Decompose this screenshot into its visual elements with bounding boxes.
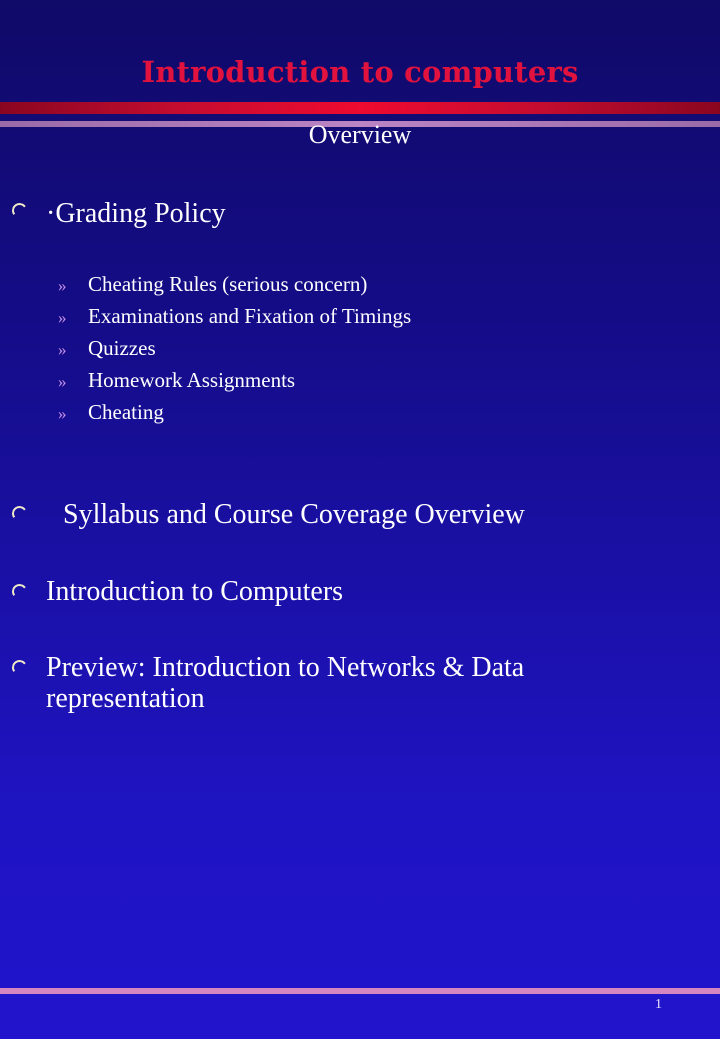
bullet-text: Syllabus and Course Coverage Overview: [63, 499, 525, 530]
sub-item: [58, 304, 411, 336]
bullet-text: Introduction to Computers: [46, 576, 344, 607]
arc-bullet-icon: [11, 505, 28, 522]
bullet-preview: [46, 652, 524, 684]
chevron-marker-icon: »: [58, 340, 67, 359]
bullet-text: ·Grading Policy: [46, 198, 226, 229]
sub-item-text: Examinations and Fixation of Timings: [88, 304, 412, 328]
sub-list: [58, 272, 411, 432]
sub-item: [58, 368, 411, 400]
bullet-syllabus: [63, 499, 525, 531]
footer-divider: [0, 988, 720, 994]
chevron-marker-icon: »: [58, 404, 67, 423]
arc-bullet-icon: [11, 202, 28, 219]
arc-bullet-icon: [11, 583, 28, 600]
title-divider-red: [0, 102, 720, 114]
bullet-intro-computers: [46, 576, 343, 608]
sub-item: [58, 400, 411, 432]
bullet-text: Preview: Introduction to Networks & Data: [46, 652, 525, 683]
sub-item-text: Cheating: [88, 400, 164, 424]
sub-item-text: Homework Assignments: [88, 368, 296, 392]
page-number: 1: [655, 997, 662, 1012]
chevron-marker-icon: »: [58, 372, 67, 391]
slide-subtitle: Overview: [308, 120, 412, 149]
chevron-marker-icon: »: [58, 308, 67, 327]
sub-item-text: Quizzes: [88, 336, 156, 360]
arc-bullet-icon: [11, 659, 28, 676]
sub-item-text: Cheating Rules (serious concern): [88, 272, 368, 296]
slide-title: Introduction to computers: [141, 55, 579, 89]
chevron-marker-icon: »: [58, 276, 67, 295]
sub-item: [58, 272, 411, 304]
bullet-grading-policy: [46, 198, 226, 230]
sub-item: [58, 336, 411, 368]
bullet-preview-line2: representation: [46, 683, 205, 714]
